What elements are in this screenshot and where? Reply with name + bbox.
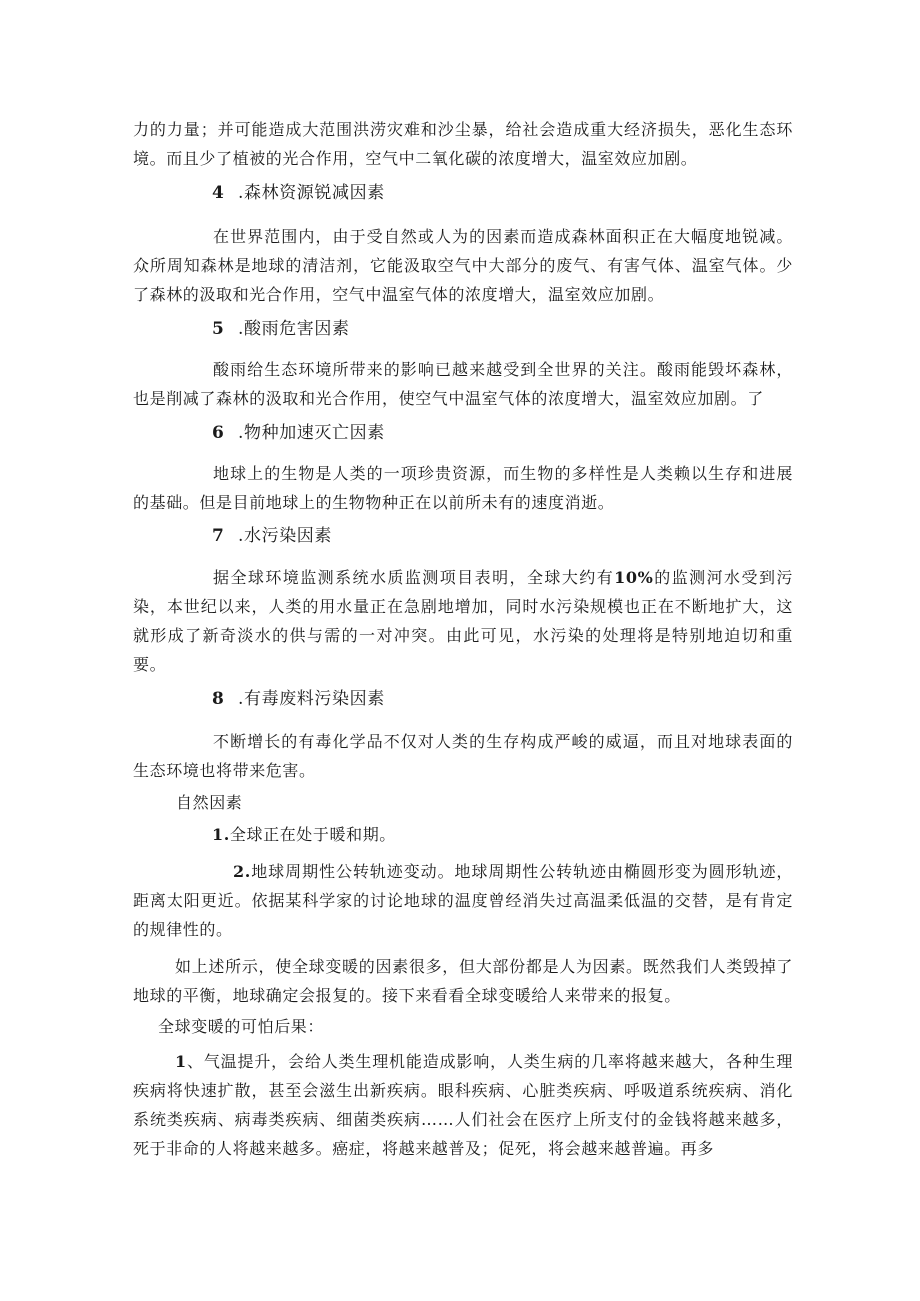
paragraph-acid-rain: 酸雨给生态环境所带来的影响已越来越受到全世界的关注。酸雨能毁坏森林，也是削减了森林的汲取和光合作用，使空气中温室气体的浓度增大，温室效应加剧。了 bbox=[133, 360, 793, 408]
item-number: 1 bbox=[175, 1052, 187, 1071]
percentage-value: 10% bbox=[614, 568, 654, 587]
heading-acid-rain bbox=[212, 317, 350, 341]
heading-water bbox=[212, 524, 332, 548]
heading-title: .水污染因素 bbox=[238, 526, 333, 546]
item-text: 全球正在处于暖和期。 bbox=[229, 825, 396, 844]
item-number: 2. bbox=[233, 862, 251, 881]
heading-title: .物种加速灭亡因素 bbox=[238, 423, 385, 443]
heading-number: 8 bbox=[212, 689, 225, 709]
heading-title: .森林资源锐减因素 bbox=[238, 183, 385, 203]
paragraph-species: 地球上的生物是人类的一项珍贵资源，而生物的多样性是人类赖以生存和进展的基础。但是目前地球上的生物物种正在以前所未有的速度消逝。 bbox=[133, 464, 793, 512]
item-text: 、气温提升，会给人类生理机能造成影响，人类生病的几率将越来越大，各种生理疾病将快速扩散，甚至会滋生出新疾病。眼科疾病、心脏类疾病、呼吸道系统疾病、消化系统类疾病、病毒类疾病、细菌类疾病……人们社会在医疗上所支付的金钱将越来越多，死于非命的人将越来越多。癌症，将越来越普及；促死，将会越来越普遍。再多 bbox=[133, 1052, 793, 1158]
natural-item-1 bbox=[212, 823, 396, 847]
heading-toxic bbox=[212, 687, 385, 711]
heading-forest bbox=[212, 181, 385, 205]
paragraph-toxic: 不断增长的有毒化学品不仅对人类的生存构成严峻的威逼，而且对地球表面的生态环境也将带来危害。 bbox=[133, 732, 793, 780]
paragraph-summary: 如上述所示，使全球变暖的因素很多，但大部份都是人为因素。既然我们人类毁掉了地球的平衡，地球确定会报复的。接下来看看全球变暖给人来带来的报复。 bbox=[133, 957, 793, 1005]
paragraph-intro: 力的力量；并可能造成大范围洪涝灾难和沙尘暴，给社会造成重大经济损失，恶化生态环境。而且少了植被的光合作用，空气中二氧化碳的浓度增大，温室效应加剧。 bbox=[133, 120, 793, 168]
heading-species bbox=[212, 421, 385, 445]
paragraph-water-part2: 的监测河水受到污染，本世纪以来，人类的用水量正在急剧地增加，同时水污染规模也正在不断地扩大，这就形成了新奇淡水的供与需的一对冲突。由此可见，水污染的处理将是特别地迫切和重要。 bbox=[133, 568, 793, 674]
paragraph-water bbox=[133, 563, 793, 679]
paragraph-forest: 在世界范围内，由于受自然或人为的因素而造成森林面积正在大幅度地锐减。众所周知森林是地球的清洁剂，它能汲取空气中大部分的废气、有害气体、温室气体。少了森林的汲取和光合作用，空气中温室气体的浓度增大，温室效应加剧。 bbox=[133, 227, 793, 304]
heading-number: 4 bbox=[212, 183, 225, 203]
heading-title: .有毒废料污染因素 bbox=[238, 689, 385, 709]
consequence-item-1 bbox=[133, 1047, 793, 1163]
item-text: 地球周期性公转轨迹变动。地球周期性公转轨迹由椭圆形变为圆形轨迹，距离太阳更近。依据某科学家的讨论地球的温度曾经消失过高温柔低温的交替，是有肯定的规律性的。 bbox=[133, 862, 793, 939]
heading-consequences: 全球变暖的可怕后果： bbox=[158, 1017, 325, 1036]
heading-number: 6 bbox=[212, 423, 225, 443]
heading-title: .酸雨危害因素 bbox=[238, 319, 350, 339]
heading-natural-factors: 自然因素 bbox=[176, 793, 243, 812]
item-number: 1. bbox=[212, 825, 230, 844]
paragraph-water-part1: 据全球环境监测系统水质监测项目表明，全球大约有 bbox=[213, 568, 615, 587]
heading-number: 5 bbox=[212, 319, 225, 339]
heading-number: 7 bbox=[212, 526, 225, 546]
natural-item-2 bbox=[133, 857, 793, 944]
